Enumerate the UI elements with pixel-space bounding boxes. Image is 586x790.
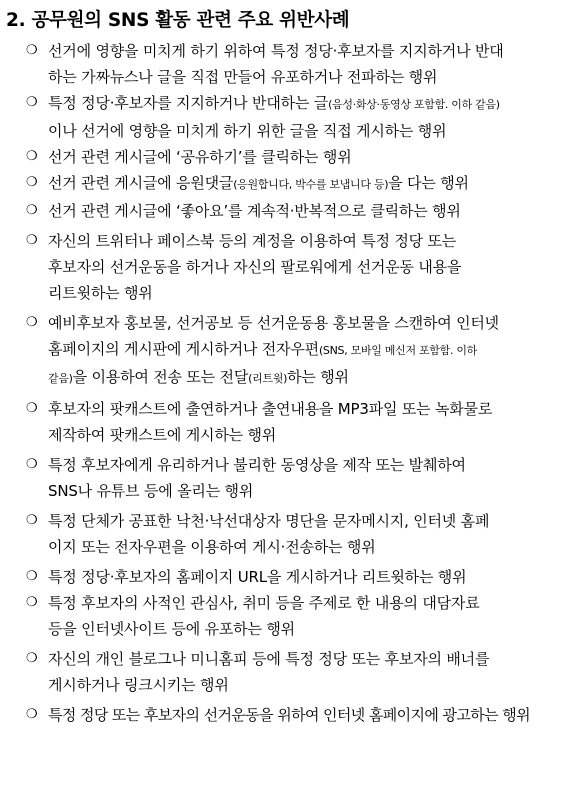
list-item (6, 38, 580, 90)
list-item (6, 144, 580, 170)
item-text-main: 을 이용하여 전송 또는 전달 (72, 368, 249, 386)
item-text (48, 336, 580, 364)
bullet-icon: ❍ (26, 401, 38, 416)
item-text: 선거에 영향을 미치게 하기 위하여 특정 정당·후보자를 지지하거나 반대 (48, 42, 504, 60)
item-text: 특정 후보자에게 유리하거나 불리한 동영상을 제작 또는 발췌하여 (48, 456, 466, 474)
item-text: 제작하여 팟캐스트에 게시하는 행위 (48, 426, 277, 444)
item-text-note: 같음) (48, 372, 73, 385)
item-text: 자신의 개인 블로그나 미니홈피 등에 특정 정당 또는 후보자의 배너를 (48, 650, 490, 668)
item-text: 리트윗하는 행위 (48, 284, 153, 302)
violation-list (6, 38, 580, 728)
item-text-main: 하는 행위 (287, 368, 349, 386)
item-text: 하는 가짜뉴스나 글을 직접 만들어 유포하거나 전파하는 행위 (48, 68, 438, 86)
list-item (6, 310, 580, 392)
bullet-icon: ❍ (26, 149, 38, 164)
item-text-main: 선거 관련 게시글에 응원댓글 (48, 174, 234, 192)
item-text (48, 170, 580, 198)
item-text-main: 을 다는 행위 (388, 174, 469, 192)
list-item (6, 198, 580, 224)
item-text-main: 홈페이지의 게시판에 게시하거나 전자우편 (48, 340, 319, 358)
bullet-icon: ❍ (26, 707, 38, 722)
bullet-icon: ❍ (26, 233, 38, 248)
list-item (6, 564, 580, 590)
item-text: 선거 관련 게시글에 ‘공유하기’를 클릭하는 행위 (48, 148, 352, 166)
item-text-note: (음성·화상·동영상 포함함. 이하 같음) (328, 98, 500, 111)
item-text: 선거 관련 게시글에 ‘좋아요’를 계속적·반복적으로 클릭하는 행위 (48, 202, 461, 220)
item-text: 후보자의 선거운동을 하거나 자신의 팔로워에게 선거운동 내용을 (48, 258, 462, 276)
bullet-icon: ❍ (26, 513, 38, 528)
list-item (6, 702, 580, 728)
item-text: 자신의 트위터나 페이스북 등의 계정을 이용하여 특정 정당 또는 (48, 232, 457, 250)
bullet-icon: ❍ (26, 43, 38, 58)
bullet-icon: ❍ (26, 651, 38, 666)
item-text: 이나 선거에 영향을 미치게 하기 위한 글을 직접 게시하는 행위 (48, 122, 447, 140)
bullet-icon: ❍ (26, 203, 38, 218)
item-text: 특정 정당·후보자의 홈페이지 URL을 게시하거나 리트윗하는 행위 (48, 568, 467, 586)
list-item (6, 90, 580, 144)
list-item (6, 590, 580, 642)
item-text-main: 특정 정당·후보자를 지지하거나 반대하는 글 (48, 94, 329, 112)
bullet-icon: ❍ (26, 175, 38, 190)
list-item (6, 508, 580, 560)
item-text (48, 364, 580, 392)
item-text: 특정 단체가 공표한 낙천·낙선대상자 명단을 문자메시지, 인터넷 홈페 (48, 512, 490, 530)
list-item (6, 452, 580, 504)
item-text: 특정 정당 또는 후보자의 선거운동을 위하여 인터넷 홈페이지에 광고하는 행위 (48, 706, 530, 724)
bullet-icon: ❍ (26, 595, 38, 610)
list-item (6, 646, 580, 698)
list-item (6, 228, 580, 306)
section-heading: 2. 공무원의 SNS 활동 관련 주요 위반사례 (6, 10, 350, 31)
list-item (6, 396, 580, 448)
item-text (48, 90, 580, 118)
bullet-icon: ❍ (26, 315, 38, 330)
item-text: SNS나 유튜브 등에 올리는 행위 (48, 482, 254, 500)
bullet-icon: ❍ (26, 457, 38, 472)
item-text: 특정 후보자의 사적인 관심사, 취미 등을 주제로 한 내용의 대담자료 (48, 594, 480, 612)
item-text-note: (리트윗) (248, 372, 288, 385)
item-text: 후보자의 팟캐스트에 출연하거나 출연내용을 MP3파일 또는 녹화물로 (48, 400, 493, 418)
bullet-icon: ❍ (26, 569, 38, 584)
item-text: 게시하거나 링크시키는 행위 (48, 676, 229, 694)
item-text-note: (응원합니다, 박수를 보냅니다 등) (233, 178, 389, 191)
list-item (6, 170, 580, 198)
bullet-icon: ❍ (26, 95, 38, 110)
item-text-note: (SNS, 모바일 메신저 포함함. 이하 (318, 344, 477, 357)
item-text: 이지 또는 전자우편을 이용하여 게시·전송하는 행위 (48, 538, 376, 556)
item-text: 예비후보자 홍보물, 선거공보 등 선거운동용 홍보물을 스캔하여 인터넷 (48, 314, 499, 332)
item-text: 등을 인터넷사이트 등에 유포하는 행위 (48, 620, 295, 638)
